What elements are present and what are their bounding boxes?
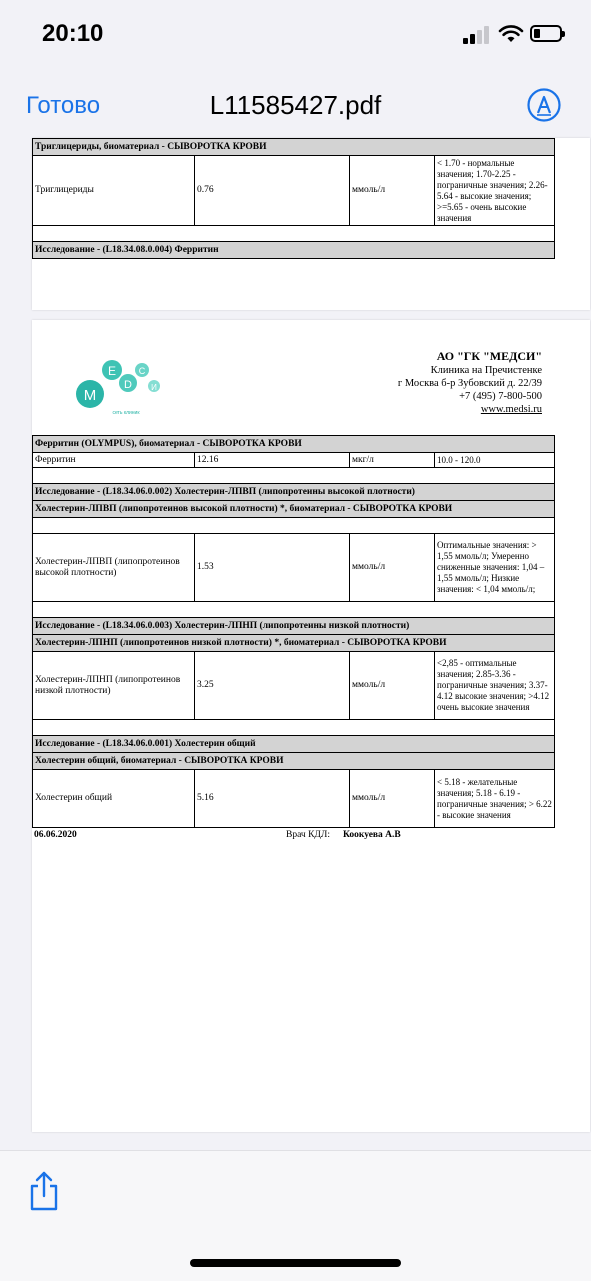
doctor-label: Врач КДЛ: xyxy=(286,830,330,840)
clinic-name: АО "ГК "МЕДСИ" xyxy=(436,349,542,363)
battery-icon xyxy=(530,25,562,42)
section-header-text: Холестерин общий, биоматериал - СЫВОРОТКА КРОВИ xyxy=(33,753,555,770)
clinic-website-link[interactable]: www.medsi.ru xyxy=(480,404,542,415)
table-row xyxy=(33,534,555,602)
clinic-branch: Клиника на Пречистенке xyxy=(430,365,542,376)
table-row xyxy=(33,156,555,226)
spacer-row xyxy=(33,226,555,242)
table-row xyxy=(33,652,555,720)
section-header-text: Исследование - (L18.34.08.0.004) Ферритин xyxy=(33,242,555,259)
test-unit: ммоль/л xyxy=(350,156,435,226)
pdf-page-1 xyxy=(32,138,590,310)
pdf-page-2 xyxy=(32,320,590,1132)
section-header xyxy=(33,484,555,501)
section-header-text: Триглицериды, биоматериал - СЫВОРОТКА КРОВИ xyxy=(33,139,555,156)
spacer-row xyxy=(33,518,555,534)
test-name: Холестерин-ЛПВП (липопротеинов высокой плотности) xyxy=(33,534,195,602)
section-header-text: Холестерин-ЛПНП (липопротеинов низкой плотности) *, биоматериал - СЫВОРОТКА КРОВИ xyxy=(33,635,555,652)
done-button[interactable]: Готово xyxy=(26,92,101,119)
section-header xyxy=(33,242,555,259)
clinic-address: г Москва б-р Зубовский д. 22/39 xyxy=(397,378,542,389)
clinic-info xyxy=(398,350,542,416)
test-name: Холестерин-ЛПНП (липопротеинов низкой плотности) xyxy=(33,652,195,720)
cellular-signal-icon xyxy=(463,26,491,44)
test-value: 12.16 xyxy=(195,453,350,468)
section-header xyxy=(33,736,555,753)
test-reference: Оптимальные значения: > 1,55 ммоль/л; Умеренно сниженные значения: 1,04 – 1,55 ммоль/л; Низкие значения: < 1,04 ммоль/л; xyxy=(435,534,555,602)
section-header xyxy=(33,139,555,156)
spacer-row xyxy=(33,720,555,736)
section-header-text: Исследование - (L18.34.06.0.001) Холестерин общий xyxy=(33,736,555,753)
test-reference: <2,85 - оптимальные значения; 2.85-3.36 - пограничные значения; 3.37-4.12 высокие значения; >4.12 очень высокие значения xyxy=(435,652,555,720)
test-value: 0.76 xyxy=(195,156,350,226)
section-header-text: Холестерин-ЛПВП (липопротеинов высокой плотности) *, биоматериал - СЫВОРОТКА КРОВИ xyxy=(33,501,555,518)
test-reference: 10.0 - 120.0 xyxy=(435,453,555,468)
markup-pen-icon[interactable] xyxy=(527,88,561,122)
svg-text:сеть клиник: сеть клиник xyxy=(112,410,140,416)
section-header xyxy=(33,753,555,770)
svg-text:D: D xyxy=(124,379,132,391)
table-row xyxy=(33,770,555,828)
section-header xyxy=(33,618,555,635)
clinic-phone: +7 (495) 7-800-500 xyxy=(459,391,542,402)
file-title: L11585427.pdf xyxy=(209,90,382,120)
test-unit: мкг/л xyxy=(350,453,435,468)
section-header-text: Исследование - (L18.34.06.0.003) Холестерин-ЛПНП (липопротеины низкой плотности) xyxy=(33,618,555,635)
wifi-icon xyxy=(498,24,524,44)
share-icon[interactable] xyxy=(27,1170,61,1212)
test-value: 5.16 xyxy=(195,770,350,828)
doctor-name: Коокуева А.В xyxy=(343,830,401,840)
test-reference: < 1.70 - нормальные значения; 1.70-2.25 - пограничные значения; 2.26-5.64 - высокие значения; >=5.65 - очень высокие значения xyxy=(435,156,555,226)
svg-text:Е: Е xyxy=(107,364,117,378)
test-name: Ферритин xyxy=(33,453,195,468)
status-bar xyxy=(0,0,591,70)
spacer-row xyxy=(33,468,555,484)
medsi-logo xyxy=(70,348,178,418)
test-unit: ммоль/л xyxy=(350,770,435,828)
section-header-text: Исследование - (L18.34.06.0.002) Холестерин-ЛПВП (липопротеины высокой плотности) xyxy=(33,484,555,501)
section-header xyxy=(33,635,555,652)
section-header-text: Ферритин (OLYMPUS), биоматериал - СЫВОРОТКА КРОВИ xyxy=(33,436,555,453)
home-indicator[interactable] xyxy=(190,1259,401,1267)
svg-text:М: М xyxy=(83,387,97,404)
section-header xyxy=(33,501,555,518)
test-reference: < 5.18 - желательные значения; 5.18 - 6.19 - пограничные значения; > 6.22 - высокие значения xyxy=(435,770,555,828)
test-value: 1.53 xyxy=(195,534,350,602)
table-row xyxy=(33,453,555,468)
svg-text:С: С xyxy=(138,366,146,376)
test-value: 3.25 xyxy=(195,652,350,720)
report-date: 06.06.2020 xyxy=(34,830,77,840)
svg-text:И: И xyxy=(151,383,157,392)
spacer-row xyxy=(33,602,555,618)
test-unit: ммоль/л xyxy=(350,652,435,720)
test-unit: ммоль/л xyxy=(350,534,435,602)
section-header xyxy=(33,436,555,453)
status-time: 20:10 xyxy=(42,20,104,47)
test-name: Холестерин общий xyxy=(33,770,195,828)
test-name: Триглицериды xyxy=(33,156,195,226)
